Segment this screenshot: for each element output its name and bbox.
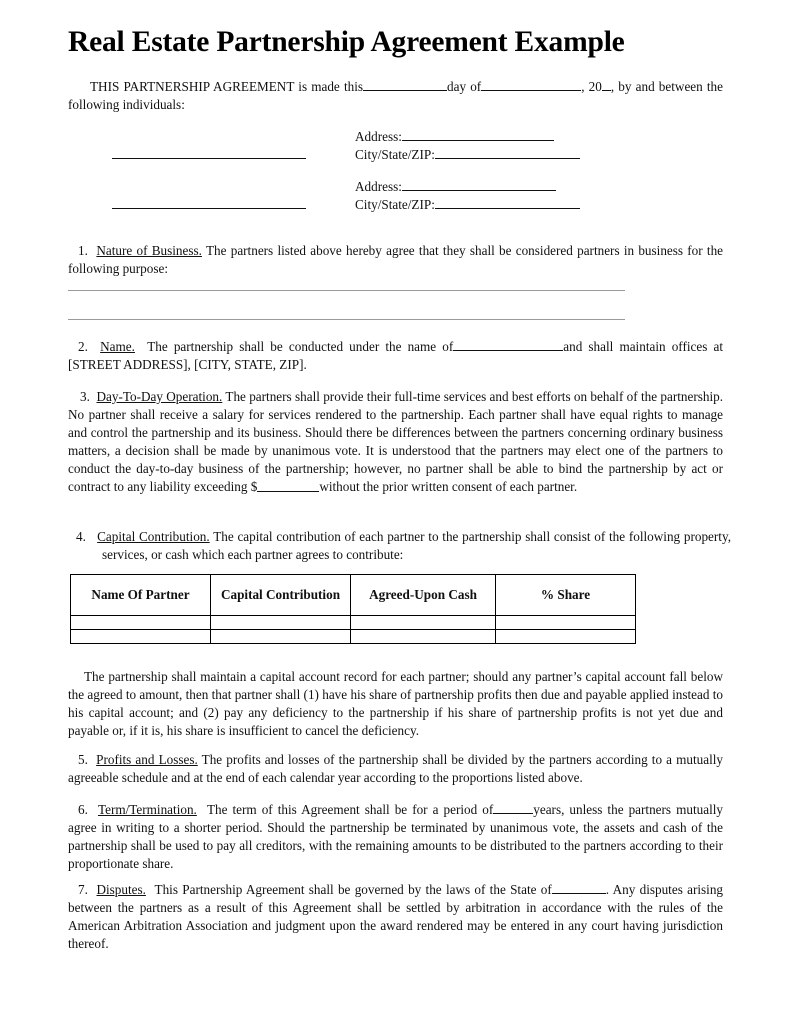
table-cell-name-of-partner[interactable]	[71, 616, 211, 630]
table-cell-percent-share[interactable]	[496, 616, 636, 630]
section-2-heading: Name.	[100, 339, 135, 355]
partnership-name-blank-field[interactable]	[453, 338, 563, 351]
section-3-number: 3.	[80, 389, 90, 404]
party-1-address-group	[355, 128, 675, 164]
party-2-name-line[interactable]	[112, 208, 306, 209]
section-6-term-termination	[68, 801, 723, 873]
section-6-heading: Term/Termination.	[97, 802, 197, 818]
section-1-nature-of-business	[68, 242, 723, 278]
section-6-body-part-2: years, unless the partners mutually agree in writing to a shorter period. Should the partnership be terminated by unanimous vote, the assets and cash of the partnership shall be used to pay all creditors, with the remaining amounts to be distributed to the partners according to their proportionate share.	[68, 802, 723, 872]
section-2-body-part-1: The partnership shall be conducted under the name of	[147, 339, 454, 355]
section-3-day-to-day-operation	[68, 388, 723, 497]
section-6-body-part-1: The term of this Agreement shall be for a period of	[206, 802, 494, 818]
section-4-heading: Capital Contribution.	[97, 529, 210, 544]
party-1-city-field[interactable]	[435, 146, 580, 159]
section-3-heading: Day-To-Day Operation.	[96, 389, 223, 404]
table-header-row	[71, 575, 636, 616]
section-1-blank-rule-1[interactable]	[68, 290, 625, 291]
capital-account-paragraph: The partnership shall maintain a capital account record for each partner; should any partner’s capital account fall below the agreed to amount, then that partner shall (1) have his share of partnership profits then due and payable applied instead to his capital account; and (2) pay any deficiency to the partnership if his share of partnership profits is not yet due and payable or, if it is, his share is insufficient to cancel the deficiency.	[68, 669, 723, 739]
intro-text-after-year: , by and between the following individuals:	[68, 79, 724, 113]
section-3-body-part-1: The partners shall provide their full-time services and best efforts on behalf of the partnership. No partner shall receive a salary for services rendered to the partnership. Each partner shall have equal rights to manage and control the partnership and its business. Should there be differences between the partners concerning ordinary business matters, a decision shall be made by unanimous vote. It is understood that the partners may elect one of the partners to conduct the day-to-day business of the partnership; however, no partner shall be able to bind the partnership by act or contract to any liability exceeding $	[68, 389, 723, 495]
liability-amount-blank-field[interactable]	[257, 478, 319, 491]
party-1-name-line[interactable]	[112, 158, 306, 159]
party-2-city-field[interactable]	[435, 196, 580, 209]
governing-state-blank-field[interactable]	[552, 881, 606, 894]
section-5-profits-and-losses	[68, 751, 723, 787]
day-blank-field[interactable]	[363, 78, 447, 91]
table-header-capital-contribution: Capital Contribution	[211, 575, 351, 616]
party-2-address-field[interactable]	[402, 178, 556, 191]
party-1-address-line	[355, 128, 675, 146]
table-row	[71, 616, 636, 630]
table-cell-capital-contribution[interactable]	[211, 616, 351, 630]
party-row-2	[68, 178, 728, 220]
table-cell-capital-contribution[interactable]	[211, 630, 351, 644]
year-blank-field[interactable]	[602, 78, 611, 91]
section-7-heading: Disputes.	[96, 882, 146, 898]
table-header-percent-share: % Share	[496, 575, 636, 616]
section-7-number: 7.	[78, 882, 88, 898]
section-2-body-part-2: and shall maintain offices at [STREET ADDRESS], [CITY, STATE, ZIP].	[68, 339, 723, 373]
section-7-disputes	[68, 881, 723, 953]
party-row-1	[68, 128, 728, 170]
parties-block	[68, 128, 728, 218]
party-1-city-label: City/State/ZIP:	[355, 146, 435, 162]
table-row	[71, 630, 636, 644]
section-4-capital-contribution	[68, 528, 731, 564]
section-1-number: 1.	[78, 243, 88, 258]
party-2-address-label: Address:	[355, 178, 402, 194]
party-1-address-label: Address:	[355, 128, 402, 144]
section-1-heading: Nature of Business.	[96, 243, 202, 258]
party-2-address-group	[355, 178, 675, 214]
table-cell-agreed-upon-cash[interactable]	[351, 616, 496, 630]
party-2-city-line	[355, 196, 675, 214]
month-blank-field[interactable]	[481, 78, 581, 91]
table-cell-percent-share[interactable]	[496, 630, 636, 644]
section-1-blank-rule-2[interactable]	[68, 319, 625, 320]
section-4-number: 4.	[76, 529, 86, 544]
party-2-city-label: City/State/ZIP:	[355, 196, 435, 212]
section-4-body: The capital contribution of each partner to the partnership shall consist of the following property, services, or cash which each partner agrees to contribute:	[102, 529, 731, 563]
section-7-body-part-2: . Any disputes arising between the partners as a result of this Agreement shall be settled by arbitration in accordance with the rules of the American Arbitration Association and judgment upon the award rendered may be entered in any court having jurisdiction thereof.	[68, 882, 724, 952]
section-1-body: The partners listed above hereby agree that they shall be considered partners in business for the following purpose:	[68, 243, 724, 277]
party-1-address-field[interactable]	[402, 128, 554, 141]
table-header-agreed-upon-cash: Agreed-Upon Cash	[351, 575, 496, 616]
party-2-address-line	[355, 178, 675, 196]
table-cell-agreed-upon-cash[interactable]	[351, 630, 496, 644]
section-2-number: 2.	[78, 339, 88, 355]
intro-text-after-day: day of	[447, 79, 482, 95]
table-header-name-of-partner: Name Of Partner	[71, 575, 211, 616]
section-5-heading: Profits and Losses.	[96, 752, 198, 767]
intro-paragraph	[68, 78, 723, 114]
section-5-body: The profits and losses of the partnership shall be divided by the partners according to a mutually agreeable schedule and at the end of each calendar year according to the proportions listed above.	[68, 752, 724, 786]
section-5-number: 5.	[78, 752, 88, 767]
party-1-city-line	[355, 146, 675, 164]
intro-text-before-day: THIS PARTNERSHIP AGREEMENT is made this	[90, 79, 363, 95]
section-6-number: 6.	[78, 802, 88, 818]
intro-text-after-month: , 20	[581, 79, 602, 95]
section-3-body-part-2: without the prior written consent of each partner.	[319, 479, 578, 495]
page-title: Real Estate Partnership Agreement Example	[68, 26, 625, 58]
section-7-body-part-1: This Partnership Agreement shall be governed by the laws of the State of	[154, 882, 552, 898]
table-cell-name-of-partner[interactable]	[71, 630, 211, 644]
term-years-blank-field[interactable]	[493, 801, 533, 814]
capital-contribution-table	[70, 574, 636, 644]
section-2-name	[68, 338, 723, 374]
